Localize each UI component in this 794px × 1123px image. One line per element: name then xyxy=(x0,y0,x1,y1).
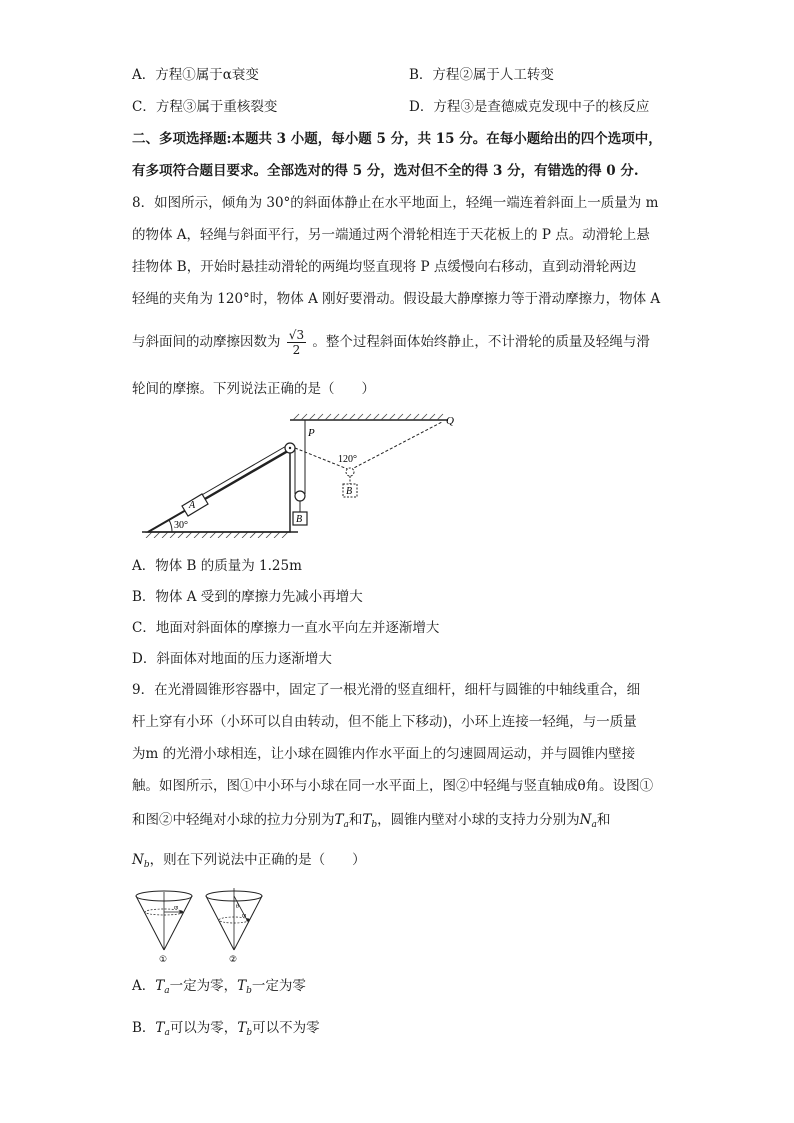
subscript-a: a xyxy=(343,820,349,830)
normal-symbol-a: N xyxy=(579,812,592,828)
q9-option-b xyxy=(132,1019,320,1042)
q7-option-b: B．方程②属于人工转变 xyxy=(409,67,554,83)
block-a-label: A xyxy=(189,500,196,511)
cone1-label: ① xyxy=(159,955,168,965)
q9-option-a xyxy=(132,977,306,1000)
q9-option-b-mid: 可以为零， xyxy=(169,1020,238,1036)
q9-line5 xyxy=(132,811,610,834)
q7-option-c: C．方程③属于重核裂变 xyxy=(132,99,278,115)
subscript-b: b xyxy=(371,820,378,830)
subscript-b-2: b xyxy=(143,860,150,870)
q8-line6: 轮间的摩擦。下列说法正确的是（ ） xyxy=(132,381,375,397)
q9-option-b-t1: T xyxy=(155,1020,165,1036)
and-text: 和 xyxy=(348,812,363,828)
q8-line2: 的物体 A，轻绳与斜面平行，另一端通过两个滑轮相连于天花板上的 P 点。动滑轮上悬 xyxy=(132,227,650,243)
q9-option-a-t2: T xyxy=(237,978,247,994)
q9-line6-tail: ，则在下列说法中正确的是（ ） xyxy=(149,852,366,868)
and-text-2: 和 xyxy=(596,812,611,828)
block-b-dashed-label: B xyxy=(346,486,353,497)
q9-option-b-t2: T xyxy=(237,1020,247,1036)
q9-line5-b: ，圆锥内壁对小球的支持力分别为 xyxy=(377,812,580,828)
q9-line4: 触。如图所示，图①中小环与小球在同一水平面上，图②中轻绳与竖直轴成θ角。设图① xyxy=(132,778,654,794)
point-p-label: P xyxy=(308,427,315,439)
q9-option-b-end: 可以不为零 xyxy=(252,1020,320,1036)
q9-option-a-sub1: a xyxy=(164,986,170,996)
q9-option-a-t1: T xyxy=(155,978,165,994)
q9-option-a-end: 一定为零 xyxy=(251,978,306,994)
cone2-label: ② xyxy=(229,955,238,965)
fraction-numerator: √3 xyxy=(288,328,305,342)
q8-option-b: B．物体 A 受到的摩擦力先减小再增大 xyxy=(132,589,363,605)
q7-option-a: A．方程①属于α衰变 xyxy=(132,67,259,83)
incline-pulley-figure xyxy=(138,408,468,538)
q8-line4: 轻绳的夹角为 120°时，物体 A 刚好要滑动。假设最大静摩擦力等于滑动摩擦力，物体 A xyxy=(132,291,661,307)
tension-symbol-a: T xyxy=(334,812,344,828)
incline-angle-label: 30° xyxy=(174,520,188,531)
section2-heading-line1: 二、多项选择题:本题共 3 小题，每小题 5 分，共 15 分。在每小题给出的四个选项中， xyxy=(132,131,662,147)
cone1-mass-label: m xyxy=(174,905,179,911)
section2-heading-line2: 有多项符合题目要求。全部选对的得 5 分，选对但不全的得 3 分，有错选的得 0 分. xyxy=(132,163,639,179)
q9-option-a-mid: 一定为零， xyxy=(169,978,238,994)
friction-coefficient-fraction xyxy=(287,328,306,357)
cone2-theta-label: θ xyxy=(236,904,239,910)
q9-option-b-prefix: B． xyxy=(132,1020,156,1036)
q8-line1: 8．如图所示，倾角为 30°的斜面体静止在水平地面上，轻绳一端连着斜面上一质量为 m xyxy=(132,195,659,211)
fraction-denominator: 2 xyxy=(292,343,301,357)
q8-line3: 挂物体 B，开始时悬挂动滑轮的两绳均竖直现将 P 点缓慢向右移动，直到动滑轮两边 xyxy=(132,259,637,275)
q8-line5-post: 。整个过程斜面体始终静止，不计滑轮的质量及轻绳与滑 xyxy=(312,334,650,350)
cone2-mass-label: m xyxy=(242,913,247,919)
q9-option-a-prefix: A． xyxy=(132,978,156,994)
point-q-label: Q xyxy=(446,415,454,427)
q9-option-a-sub2: b xyxy=(246,986,252,996)
tension-symbol-b: T xyxy=(362,812,372,828)
q7-option-d: D．方程③是查德威克发现中子的核反应 xyxy=(409,99,650,115)
q8-option-a: A．物体 B 的质量为 1.25m xyxy=(132,558,302,574)
q9-line2: 杆上穿有小环（小环可以自由转动，但不能上下移动)，小环上连接一轻绳，与一质量 xyxy=(132,714,637,730)
q8-option-c: C．地面对斜面体的摩擦力一直水平向左并逐渐增大 xyxy=(132,620,440,636)
cone-figure xyxy=(132,886,272,966)
q8-line5 xyxy=(132,322,650,362)
q9-option-b-sub2: b xyxy=(246,1028,253,1038)
q9-line6 xyxy=(132,851,366,874)
q9-line1: 9．在光滑圆锥形容器中，固定了一根光滑的竖直细杆，细杆与圆锥的中轴线重合，细 xyxy=(132,682,641,698)
subscript-a-2: a xyxy=(591,820,597,830)
q8-option-d: D．斜面体对地面的压力逐渐增大 xyxy=(132,651,332,667)
angle-120-label: 120° xyxy=(338,454,357,465)
q9-option-b-sub1: a xyxy=(164,1028,170,1038)
q9-line3: 为m 的光滑小球相连，让小球在圆锥内作水平面上的匀速圆周运动，并与圆锥内壁接 xyxy=(132,746,636,762)
q8-line5-pre: 与斜面间的动摩擦因数为 xyxy=(132,334,281,350)
q9-line5-a: 和图②中轻绳对小球的拉力分别为 xyxy=(132,812,335,828)
block-b-label: B xyxy=(296,514,303,525)
normal-symbol-b: N xyxy=(132,852,144,868)
